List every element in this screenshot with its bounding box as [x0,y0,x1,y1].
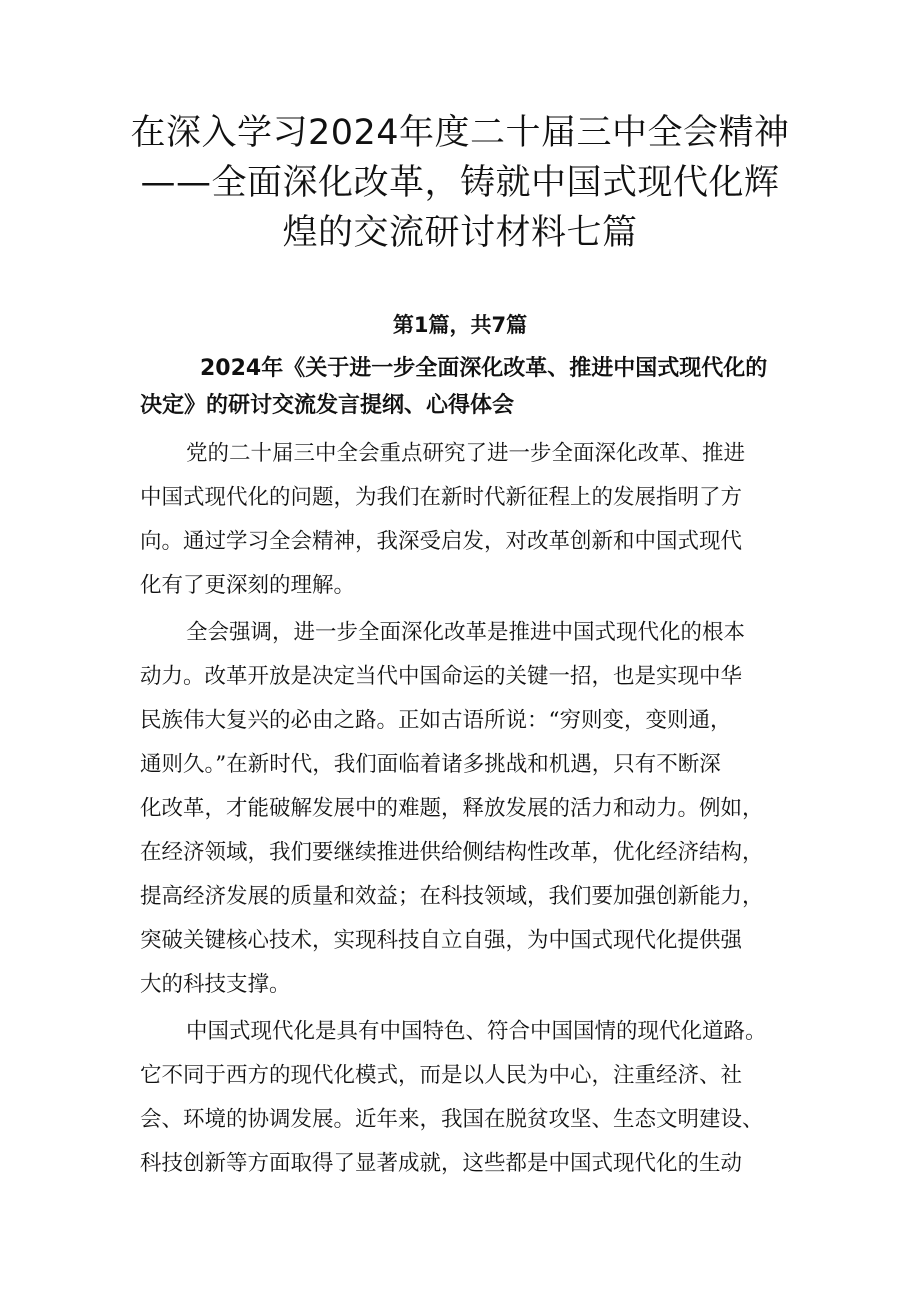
title-line: ——全面深化改革，铸就中国式现代化辉 [140,163,780,203]
text-line: 它不同于西方的现代化模式，而是以人民为中心，注重经济、社 [140,1063,743,1088]
subtitle-line: 决定》的研讨交流发言提纲、心得体会 [140,393,515,418]
section-number: 第1篇，共7篇 [392,313,528,337]
text-line: 党的二十届三中全会重点研究了进一步全面深化改革、推进 [186,441,746,466]
text-line: 动力。改革开放是决定当代中国命运的关键一招，也是实现中华 [140,664,743,689]
title-line: 煌的交流研讨材料七篇 [282,213,638,253]
text-line: 提高经济发展的质量和效益；在科技领域，我们要加强创新能力， [140,884,764,909]
text-line: 化改革，才能破解发展中的难题，释放发展的活力和动力。例如， [140,796,764,821]
text-line: 大的科技支撑。 [140,972,291,997]
text-line: 科技创新等方面取得了显著成就，这些都是中国式现代化的生动 [140,1151,743,1176]
article-subtitle [140,350,800,424]
text-line: 中国式现代化是具有中国特色、符合中国国情的现代化道路。 [186,1019,767,1044]
document-title [120,108,800,258]
text-line: 全会强调，进一步全面深化改革是推进中国式现代化的根本 [186,620,746,645]
paragraph [140,432,790,608]
text-line: 在经济领域，我们要继续推进供给侧结构性改革，优化经济结构， [140,840,764,865]
body-text [140,432,790,1189]
subtitle-line: 2024年《关于进一步全面深化改革、推进中国式现代化的 [200,356,768,381]
text-line: 向。通过学习全会精神，我深受启发，对改革创新和中国式现代 [140,529,743,554]
text-line: 化有了更深刻的理解。 [140,573,356,598]
text-line: 会、环境的协调发展。近年来，我国在脱贫攻坚、生态文明建设、 [140,1107,764,1132]
text-line: 通则久。”在新时代，我们面临着诸多挑战和机遇，只有不断深 [140,752,721,777]
title-line: 在深入学习2024年度二十届三中全会精神 [130,113,790,153]
paragraph [140,1010,790,1186]
paragraph [140,611,790,1007]
text-line: 民族伟大复兴的必由之路。正如古语所说：“穷则变，变则通， [140,708,732,733]
text-line: 中国式现代化的问题，为我们在新时代新征程上的发展指明了方 [140,485,743,510]
text-line: 突破关键核心技术，实现科技自立自强，为中国式现代化提供强 [140,928,743,953]
